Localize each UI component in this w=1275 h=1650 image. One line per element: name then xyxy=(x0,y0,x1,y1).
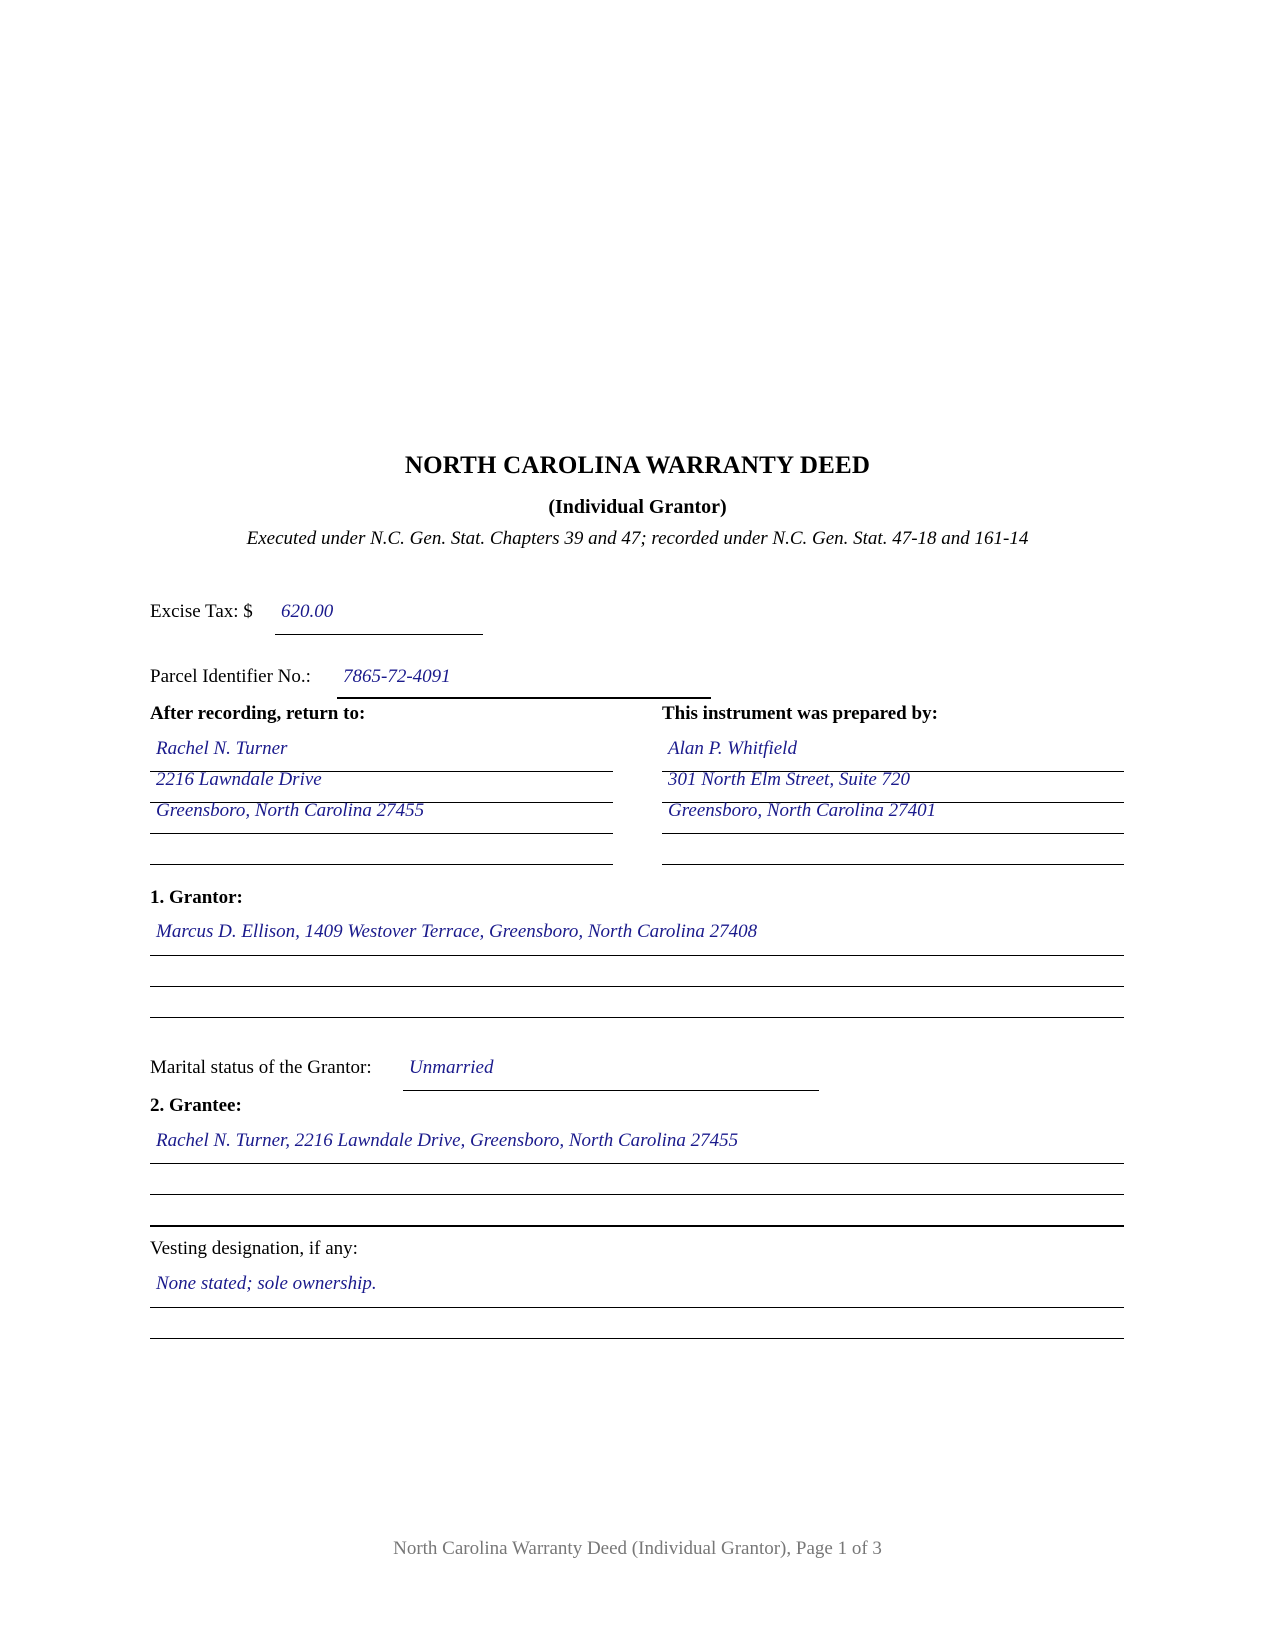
marital-status-value[interactable]: Unmarried xyxy=(409,1057,494,1078)
marital-status-label: Marital status of the Grantor: xyxy=(150,1057,372,1078)
prepared-by-line-2[interactable]: 301 North Elm Street, Suite 720 xyxy=(668,769,911,790)
grantor-underline-3 xyxy=(150,1017,1124,1018)
return-to-underline-3 xyxy=(150,833,613,834)
return-to-heading: After recording, return to: xyxy=(150,703,366,724)
return-to-line-1[interactable]: Rachel N. Turner xyxy=(156,738,288,759)
grantor-value[interactable]: Marcus D. Ellison, 1409 Westover Terrace, Greensboro, North Carolina 27408 xyxy=(156,921,758,942)
page-footer: North Carolina Warranty Deed (Individual Grantor), Page 1 of 3 xyxy=(393,1538,882,1559)
return-to-line-3[interactable]: Greensboro, North Carolina 27455 xyxy=(156,800,425,821)
parcel-value[interactable]: 7865-72-4091 xyxy=(343,666,451,687)
marital-status-underline xyxy=(403,1090,819,1091)
statute-reference: Executed under N.C. Gen. Stat. Chapters 39 and 47; recorded under N.C. Gen. Stat. 47-18 and 161-14 xyxy=(246,528,1029,549)
grantee-underline-3 xyxy=(150,1225,1124,1227)
grantee-underline-2 xyxy=(150,1194,1124,1195)
grantee-value[interactable]: Rachel N. Turner, 2216 Lawndale Drive, Greensboro, North Carolina 27455 xyxy=(156,1130,739,1151)
grantor-underline-1 xyxy=(150,955,1124,956)
excise-tax-value[interactable]: 620.00 xyxy=(281,601,334,622)
grantee-underline-1 xyxy=(150,1163,1124,1164)
parcel-label: Parcel Identifier No.: xyxy=(150,666,311,687)
vesting-underline-1 xyxy=(150,1307,1124,1308)
vesting-label: Vesting designation, if any: xyxy=(150,1238,358,1259)
document-title: NORTH CAROLINA WARRANTY DEED xyxy=(404,452,871,479)
return-to-underline-4 xyxy=(150,864,613,865)
prepared-by-heading: This instrument was prepared by: xyxy=(662,703,938,724)
parcel-underline xyxy=(337,697,711,699)
excise-tax-label: Excise Tax: $ xyxy=(150,601,253,622)
vesting-underline-2 xyxy=(150,1338,1124,1339)
document-subtitle: (Individual Grantor) xyxy=(548,496,727,518)
prepared-by-underline-3 xyxy=(662,833,1124,834)
grantee-heading: 2. Grantee: xyxy=(150,1095,242,1116)
prepared-by-line-1[interactable]: Alan P. Whitfield xyxy=(668,738,797,759)
grantor-underline-2 xyxy=(150,986,1124,987)
vesting-value[interactable]: None stated; sole ownership. xyxy=(156,1273,377,1294)
return-to-line-2[interactable]: 2216 Lawndale Drive xyxy=(156,769,322,790)
prepared-by-underline-4 xyxy=(662,864,1124,865)
prepared-by-line-3[interactable]: Greensboro, North Carolina 27401 xyxy=(668,800,937,821)
excise-tax-underline xyxy=(275,634,483,635)
grantor-heading: 1. Grantor: xyxy=(150,887,243,908)
